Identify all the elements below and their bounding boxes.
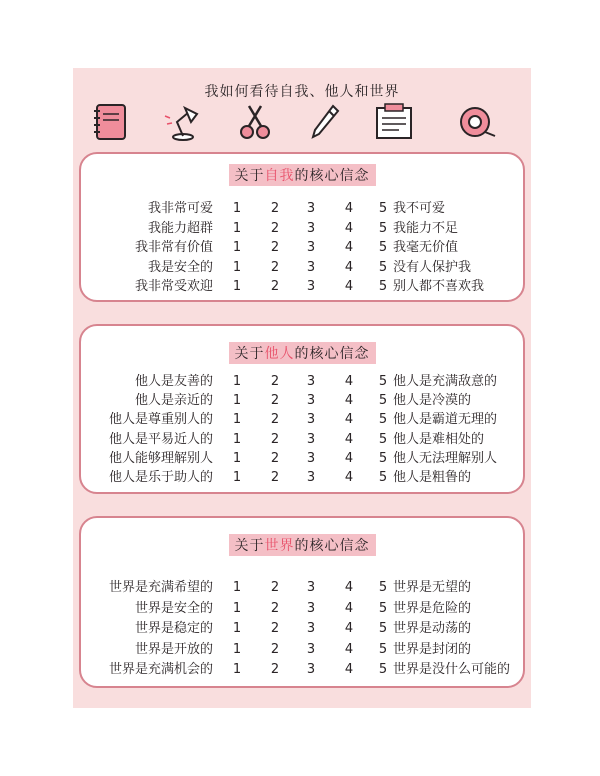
desk-lamp-icon xyxy=(161,102,205,142)
page-title: 我如何看待自我、他人和世界 xyxy=(204,84,400,100)
positive-belief: 他人是乐于助人的 xyxy=(108,470,213,485)
rating-option-3[interactable]: 3 xyxy=(306,450,316,466)
icon-row xyxy=(91,102,513,142)
notebook-icon xyxy=(91,102,133,142)
rating-option-4[interactable]: 4 xyxy=(344,412,354,428)
rating-option-4[interactable]: 4 xyxy=(344,259,354,275)
section-title-suffix: 的核心信念 xyxy=(294,346,370,362)
rating-option-3[interactable]: 3 xyxy=(306,240,316,255)
rating-option-4[interactable]: 4 xyxy=(344,662,354,677)
rating-option-5[interactable]: 5 xyxy=(378,621,388,636)
positive-belief: 他人能够理解别人 xyxy=(108,450,213,466)
rating-option-4[interactable]: 4 xyxy=(344,600,354,616)
section-self xyxy=(79,152,525,302)
negative-belief: 我能力不足 xyxy=(393,220,459,236)
rating-option-1[interactable]: 1 xyxy=(232,393,242,409)
table-row xyxy=(81,619,523,638)
negative-belief: 他人无法理解别人 xyxy=(393,450,498,466)
section-title-prefix: 关于 xyxy=(234,168,265,184)
rating-option-5[interactable]: 5 xyxy=(378,450,388,466)
negative-belief: 他人是难相处的 xyxy=(393,431,485,447)
negative-belief: 世界是没什么可能的 xyxy=(393,662,511,677)
table-row xyxy=(81,277,523,296)
section-title-keyword: 自我 xyxy=(264,168,295,184)
rating-option-3[interactable]: 3 xyxy=(306,641,316,657)
negative-belief: 我不可爱 xyxy=(393,201,446,216)
rating-option-1[interactable]: 1 xyxy=(232,662,242,677)
section-title-suffix: 的核心信念 xyxy=(294,168,370,184)
rating-option-4[interactable]: 4 xyxy=(344,240,354,255)
positive-belief: 世界是安全的 xyxy=(134,600,213,616)
rating-option-3[interactable]: 3 xyxy=(306,259,316,275)
section-title-suffix: 的核心信念 xyxy=(294,538,370,554)
table-row xyxy=(81,238,523,257)
rating-option-5[interactable]: 5 xyxy=(378,641,388,657)
rating-option-4[interactable]: 4 xyxy=(344,393,354,409)
positive-belief: 他人是尊重别人的 xyxy=(108,412,213,428)
rating-option-2[interactable]: 2 xyxy=(270,621,280,636)
negative-belief: 我毫无价值 xyxy=(393,240,459,255)
negative-belief: 世界是无望的 xyxy=(393,580,472,595)
rating-option-1[interactable]: 1 xyxy=(232,621,242,636)
rating-option-4[interactable]: 4 xyxy=(344,580,354,595)
table-row xyxy=(81,660,523,679)
rating-option-4[interactable]: 4 xyxy=(344,641,354,657)
rating-option-1[interactable]: 1 xyxy=(232,431,242,447)
table-row xyxy=(81,219,523,238)
tape-icon xyxy=(455,102,499,142)
table-row xyxy=(81,578,523,597)
table-row xyxy=(81,468,523,487)
negative-belief: 没有人保护我 xyxy=(393,259,472,275)
rating-option-2[interactable]: 2 xyxy=(270,431,280,447)
rating-option-4[interactable]: 4 xyxy=(344,220,354,236)
rating-option-1[interactable]: 1 xyxy=(232,450,242,466)
section-world xyxy=(79,516,525,688)
rating-option-2[interactable]: 2 xyxy=(270,600,280,616)
rating-option-2[interactable]: 2 xyxy=(270,220,280,236)
table-row xyxy=(81,449,523,468)
positive-belief: 我是安全的 xyxy=(147,259,213,275)
positive-belief: 我非常受欢迎 xyxy=(134,279,213,294)
rating-option-2[interactable]: 2 xyxy=(270,259,280,275)
notepad-icon xyxy=(371,102,419,142)
rating-option-3[interactable]: 3 xyxy=(306,279,316,294)
rating-option-5[interactable]: 5 xyxy=(378,412,388,428)
rating-option-3[interactable]: 3 xyxy=(306,220,316,236)
rating-option-3[interactable]: 3 xyxy=(306,621,316,636)
rating-option-3[interactable]: 3 xyxy=(306,393,316,409)
rating-option-4[interactable]: 4 xyxy=(344,450,354,466)
worksheet xyxy=(73,68,531,708)
section-title-prefix: 关于 xyxy=(234,538,265,554)
negative-belief: 他人是霸道无理的 xyxy=(393,412,498,428)
positive-belief: 他人是平易近人的 xyxy=(108,431,213,447)
rating-option-3[interactable]: 3 xyxy=(306,374,316,389)
rating-option-3[interactable]: 3 xyxy=(306,470,316,485)
rating-option-4[interactable]: 4 xyxy=(344,279,354,294)
rating-option-5[interactable]: 5 xyxy=(378,600,388,616)
rating-option-4[interactable]: 4 xyxy=(344,621,354,636)
rating-option-2[interactable]: 2 xyxy=(270,412,280,428)
rating-option-3[interactable]: 3 xyxy=(306,600,316,616)
positive-belief: 我非常可爱 xyxy=(147,201,213,216)
positive-belief: 我非常有价值 xyxy=(134,240,213,255)
positive-belief: 他人是友善的 xyxy=(134,374,213,389)
positive-belief: 世界是充满希望的 xyxy=(108,580,213,595)
table-row xyxy=(81,410,523,429)
rating-option-5[interactable]: 5 xyxy=(378,279,388,294)
rating-option-5[interactable]: 5 xyxy=(378,259,388,275)
rating-option-2[interactable]: 2 xyxy=(270,641,280,657)
table-row xyxy=(81,391,523,410)
rating-option-2[interactable]: 2 xyxy=(270,240,280,255)
negative-belief: 别人都不喜欢我 xyxy=(393,279,485,294)
positive-belief: 世界是稳定的 xyxy=(134,621,213,636)
rating-option-3[interactable]: 3 xyxy=(306,662,316,677)
rating-option-3[interactable]: 3 xyxy=(306,201,316,216)
section-title-keyword: 他人 xyxy=(264,346,295,362)
negative-belief: 世界是封闭的 xyxy=(393,641,472,657)
table-row xyxy=(81,258,523,277)
table-row xyxy=(81,199,523,218)
rating-option-2[interactable]: 2 xyxy=(270,470,280,485)
rating-option-1[interactable]: 1 xyxy=(232,470,242,485)
rating-option-5[interactable]: 5 xyxy=(378,374,388,389)
rating-option-2[interactable]: 2 xyxy=(270,450,280,466)
rating-option-2[interactable]: 2 xyxy=(270,580,280,595)
scissors-icon xyxy=(235,102,275,142)
section-title-prefix: 关于 xyxy=(234,346,265,362)
positive-belief: 世界是充满机会的 xyxy=(108,662,213,677)
negative-belief: 他人是粗鲁的 xyxy=(393,470,472,485)
rating-option-2[interactable]: 2 xyxy=(270,393,280,409)
rating-option-3[interactable]: 3 xyxy=(306,580,316,595)
rating-option-3[interactable]: 3 xyxy=(306,431,316,447)
rating-option-5[interactable]: 5 xyxy=(378,662,388,677)
negative-belief: 他人是冷漠的 xyxy=(393,393,472,409)
rating-option-5[interactable]: 5 xyxy=(378,201,388,216)
table-row xyxy=(81,372,523,391)
section-title-keyword: 世界 xyxy=(264,538,295,554)
section-title xyxy=(81,164,523,186)
pen-icon xyxy=(307,102,343,142)
rating-option-4[interactable]: 4 xyxy=(344,470,354,485)
section-title xyxy=(81,534,523,556)
rating-option-4[interactable]: 4 xyxy=(344,431,354,447)
rating-option-4[interactable]: 4 xyxy=(344,201,354,216)
rating-option-1[interactable]: 1 xyxy=(232,201,242,216)
rating-option-1[interactable]: 1 xyxy=(232,240,242,255)
rating-option-1[interactable]: 1 xyxy=(232,259,242,275)
table-row xyxy=(81,599,523,618)
rating-option-2[interactable]: 2 xyxy=(270,279,280,294)
negative-belief: 世界是危险的 xyxy=(393,600,472,616)
rating-option-2[interactable]: 2 xyxy=(270,201,280,216)
rating-option-5[interactable]: 5 xyxy=(378,393,388,409)
rating-option-2[interactable]: 2 xyxy=(270,374,280,389)
positive-belief: 世界是开放的 xyxy=(134,641,213,657)
rating-option-1[interactable]: 1 xyxy=(232,220,242,236)
negative-belief: 世界是动荡的 xyxy=(393,621,472,636)
rating-option-5[interactable]: 5 xyxy=(378,470,388,485)
rating-option-5[interactable]: 5 xyxy=(378,431,388,447)
rating-option-1[interactable]: 1 xyxy=(232,600,242,616)
rating-option-1[interactable]: 1 xyxy=(232,279,242,294)
rating-option-5[interactable]: 5 xyxy=(378,240,388,255)
negative-belief: 他人是充满敌意的 xyxy=(393,374,498,389)
rating-option-5[interactable]: 5 xyxy=(378,580,388,595)
rating-option-5[interactable]: 5 xyxy=(378,220,388,236)
rating-option-1[interactable]: 1 xyxy=(232,412,242,428)
table-row xyxy=(81,640,523,659)
table-row xyxy=(81,430,523,449)
rating-option-3[interactable]: 3 xyxy=(306,412,316,428)
rating-option-2[interactable]: 2 xyxy=(270,662,280,677)
rating-option-1[interactable]: 1 xyxy=(232,580,242,595)
rating-option-4[interactable]: 4 xyxy=(344,374,354,389)
section-others xyxy=(79,324,525,494)
rating-option-1[interactable]: 1 xyxy=(232,641,242,657)
section-title xyxy=(81,342,523,364)
positive-belief: 我能力超群 xyxy=(147,220,213,236)
rating-option-1[interactable]: 1 xyxy=(232,374,242,389)
positive-belief: 他人是亲近的 xyxy=(134,393,213,409)
